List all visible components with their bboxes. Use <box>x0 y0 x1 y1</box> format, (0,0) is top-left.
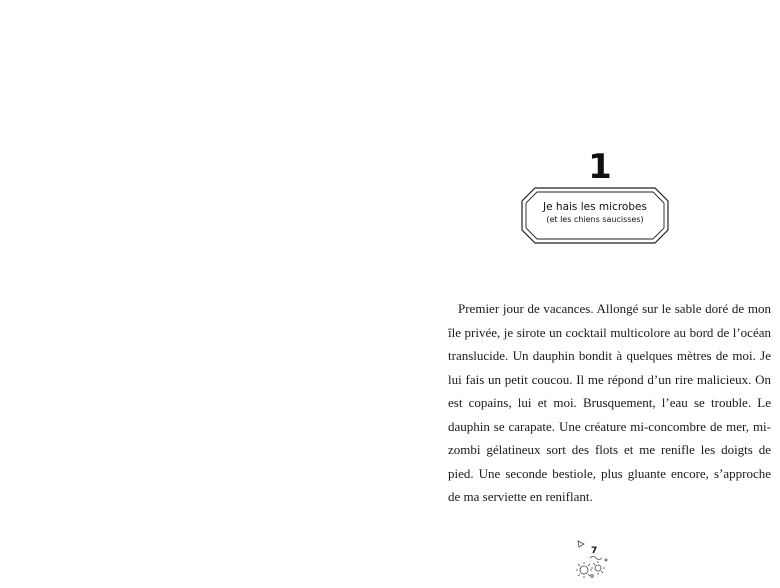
body-paragraph: Premier jour de vacances. Allongé sur le sable doré de mon île privée, je sirote un cocktail multicolore au bord de l’océan translucide. Un dauphin bondit à quelques mètres de moi. Je lui fais un petit coucou. Il me répond d’un rire malicieux. On est copains, lui et moi. Brusquement, l’eau se trouble. Le dauphin se carapate. Une créature mi-concombre de mer, mi-zombi gélatineux sort des flots et me renifle les doigts de pied. Une seconde bestiole, plus gluante encore, s’approche de ma serviette en reniflant. <box>448 301 771 504</box>
chapter-number: 1 <box>588 147 612 187</box>
right-page <box>428 0 780 585</box>
germ-doodle-icon <box>570 538 620 583</box>
chapter-title: Je hais les microbes <box>543 201 647 213</box>
page-footer <box>570 538 620 583</box>
chapter-title-text <box>521 201 669 225</box>
chapter-subtitle: (et les chiens saucisses) <box>546 215 644 224</box>
chapter-title-plate <box>521 187 669 244</box>
page-number: 7 <box>591 546 598 556</box>
